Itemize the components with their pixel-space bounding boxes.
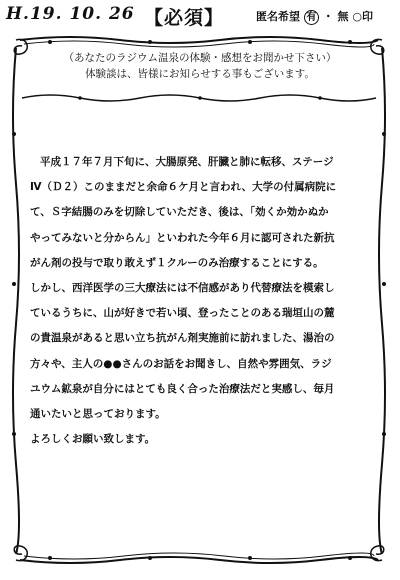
body-line: がん剤の投与で取り敢えず１クルーのみ治療することにする。 bbox=[30, 256, 324, 269]
form-header bbox=[22, 50, 378, 82]
anonymity-mark-instruction: ○印 bbox=[352, 10, 373, 23]
anonymity-option bbox=[256, 8, 373, 25]
body-line: よろしくお願い致します。 bbox=[30, 433, 156, 446]
body-line: しかし、西洋医学の三大療法には不信感があり代替療法を模索し bbox=[30, 282, 335, 295]
body-line: ているうちに、山が好きで若い頃、登ったことのある瑞垣山の麓 bbox=[30, 307, 335, 320]
body-line: ユウム鉱泉が自分にはとても良く合った治療法だと実感し、毎月 bbox=[30, 382, 335, 395]
body-line: 平成１７年７月下旬に、大腸原発、肝臓と肺に転移、ステージ bbox=[40, 156, 334, 168]
required-label: 【必須】 bbox=[144, 7, 225, 29]
handwritten-date: H.19. 10. 26 bbox=[6, 4, 135, 24]
anonymity-no: 無 bbox=[337, 10, 349, 23]
body-line: て、Ｓ字結腸のみを切除していただき、後は、「効くか効かぬか bbox=[30, 206, 329, 219]
body-line: の貴温泉があると思い立ち抗がん剤実施前に訪れました、湯治の bbox=[30, 332, 335, 345]
anonymity-separator: ・ bbox=[322, 10, 334, 23]
anonymity-label: 匿名希望 bbox=[256, 10, 300, 23]
testimonial-body bbox=[30, 150, 374, 452]
header-line-1: （あなたのラジウム温泉の体験・感想をお聞かせ下さい） bbox=[63, 52, 337, 64]
anonymity-yes-circled: 有 bbox=[304, 10, 319, 25]
body-line: Ⅳ（Ｄ２）このままだと余命６ケ月と言われ、大学の付属病院に bbox=[30, 181, 337, 194]
header-line-2: 体験談は、皆様にお知らせする事もございます。 bbox=[85, 68, 315, 80]
body-line: やってみないと分からん」といわれた今年６月に認可された新抗 bbox=[30, 231, 335, 244]
body-line: 通いたいと思っております。 bbox=[30, 408, 166, 421]
body-line: 方々や、主人の●●さんのお話をお聞きし、自然や雰囲気、ラジ bbox=[30, 357, 332, 370]
